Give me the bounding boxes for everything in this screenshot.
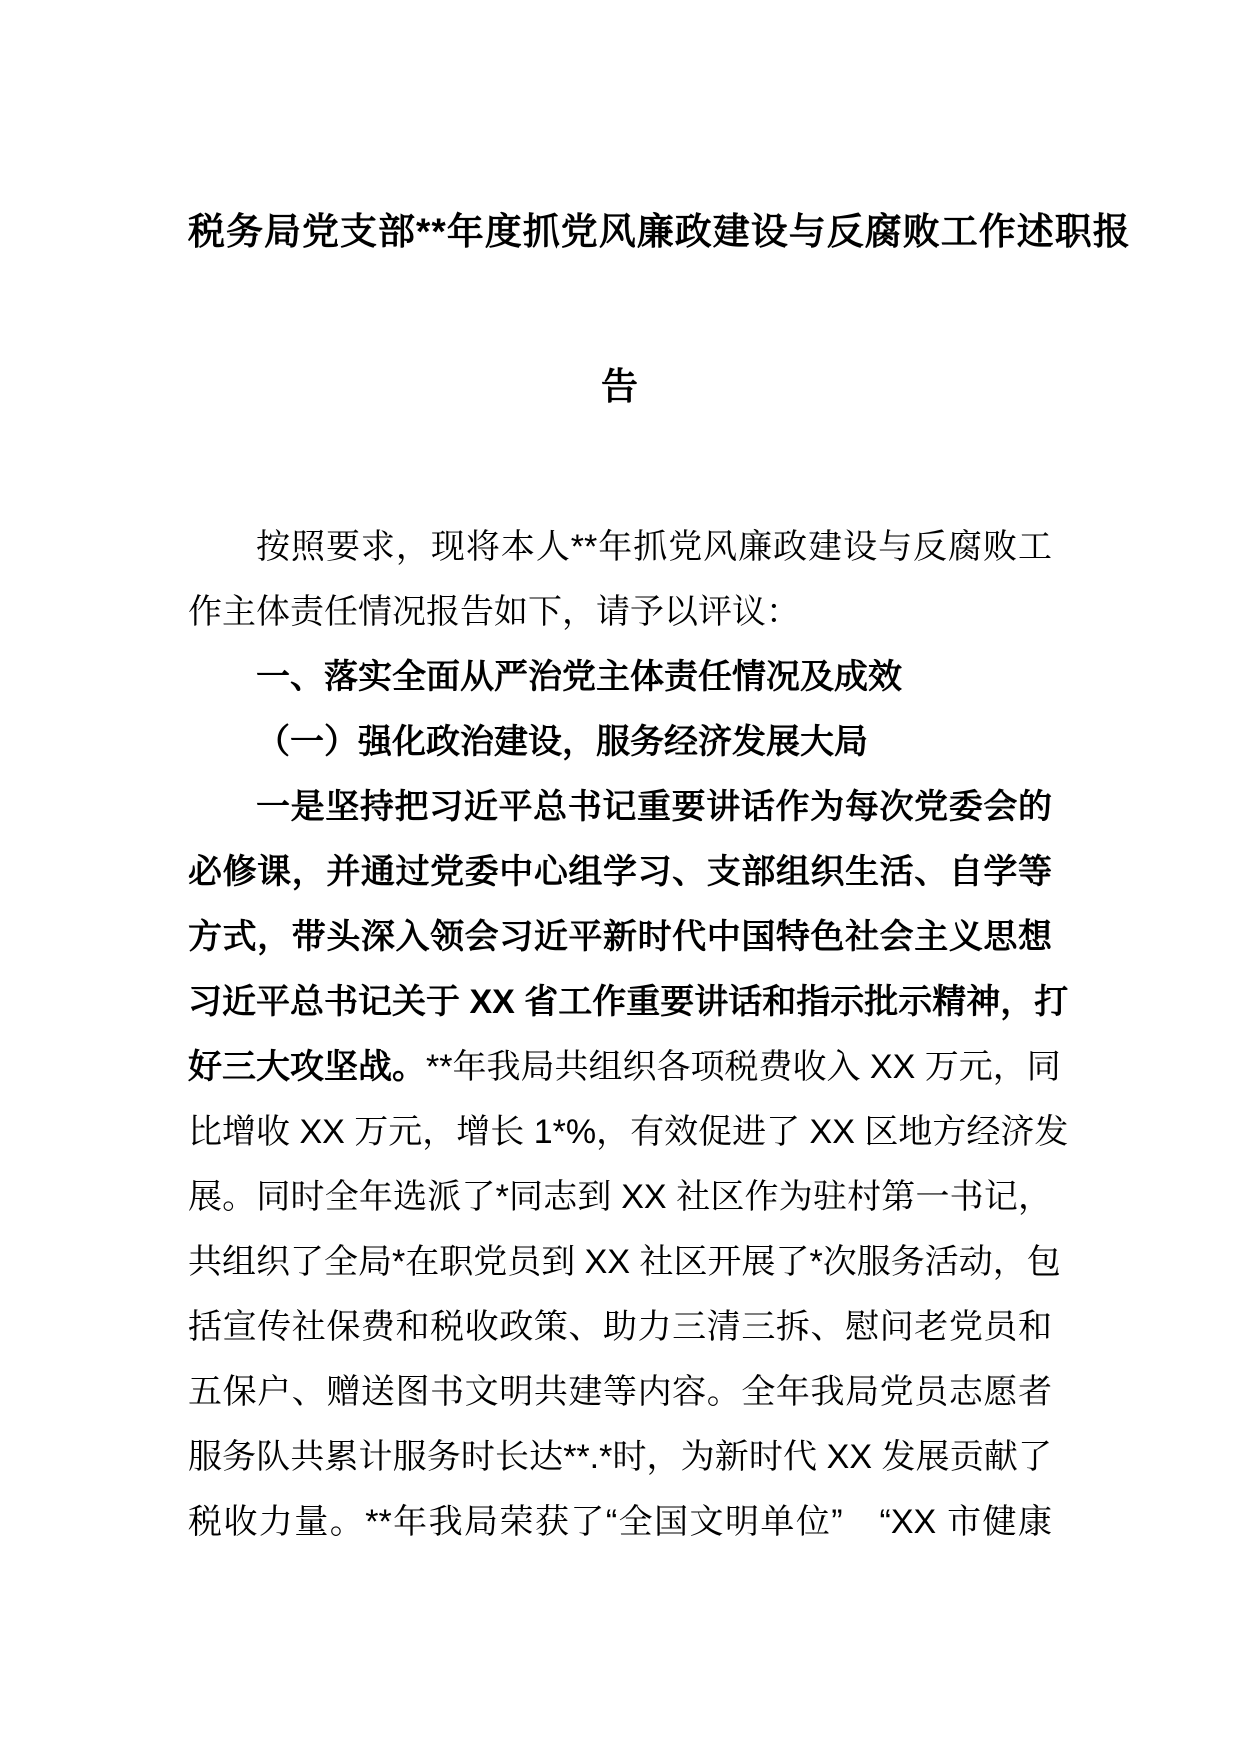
document-body bbox=[188, 515, 1069, 1555]
bold-text-segment: 必修课，并通过党委中心组学习、支部组织生活、自学等 bbox=[188, 853, 1052, 891]
text-segment: 展。同时全年选派了*同志到 XX 社区作为驻村第一书记， bbox=[188, 1178, 1052, 1216]
bold-text-segment: 一是坚持把习近平总书记重要讲话作为每次党委会的 bbox=[256, 788, 1052, 826]
text-segment: 服务队共累计服务时长达**.*时，为新时代 XX 发展贡献了 bbox=[188, 1438, 1052, 1476]
document-content bbox=[188, 0, 1131, 1555]
body-line bbox=[188, 580, 1052, 645]
body-line bbox=[188, 1425, 1052, 1490]
body-line bbox=[188, 1100, 1069, 1165]
body-line bbox=[188, 1295, 1052, 1360]
text-segment: 税收力量。**年我局荣获了“全国文明单位” “XX 市健康 bbox=[188, 1503, 1052, 1541]
text-segment: 共组织了全局*在职党员到 XX 社区开展了*次服务活动，包 bbox=[188, 1243, 1061, 1281]
body-line bbox=[188, 710, 1052, 775]
body-line bbox=[188, 970, 1069, 1035]
body-line bbox=[188, 775, 1052, 840]
bold-text-segment: 方式，带头深入领会习近平新时代中国特色社会主义思想 bbox=[188, 918, 1052, 956]
document-title-line-1: 税务局党支部**年度抓党风廉政建设与反腐败工作述职报 bbox=[188, 211, 1131, 252]
text-segment: 五保户、赠送图书文明共建等内容。全年我局党员志愿者 bbox=[188, 1373, 1052, 1411]
body-line bbox=[188, 1165, 1052, 1230]
body-line bbox=[188, 515, 1052, 580]
bold-text-segment: （一）强化政治建设，服务经济发展大局 bbox=[256, 723, 868, 761]
bold-text-segment: 好三大攻坚战。 bbox=[188, 1048, 426, 1086]
text-segment: 按照要求，现将本人**年抓党风廉政建设与反腐败工 bbox=[256, 528, 1052, 566]
text-segment: 比增收 XX 万元，增长 1*%，有效促进了 XX 区地方经济发 bbox=[188, 1113, 1069, 1151]
document-title-line-2: 告 bbox=[601, 366, 639, 407]
bold-text-segment: 习近平总书记关于 XX 省工作重要讲话和指示批示精神，打 bbox=[188, 983, 1069, 1021]
text-segment: 作主体责任情况报告如下，请予以评议： bbox=[188, 593, 800, 631]
body-line bbox=[188, 1360, 1052, 1425]
body-line bbox=[188, 840, 1052, 905]
text-segment: **年我局共组织各项税费收入 XX 万元，同 bbox=[426, 1048, 1061, 1086]
body-line bbox=[188, 1230, 1061, 1295]
body-line bbox=[188, 1035, 1061, 1100]
body-line bbox=[188, 1490, 1052, 1555]
body-line bbox=[188, 645, 1052, 710]
body-line bbox=[188, 905, 1052, 970]
bold-text-segment: 一、落实全面从严治党主体责任情况及成效 bbox=[256, 658, 902, 696]
text-segment: 括宣传社保费和税收政策、助力三清三拆、慰问老党员和 bbox=[188, 1308, 1052, 1346]
